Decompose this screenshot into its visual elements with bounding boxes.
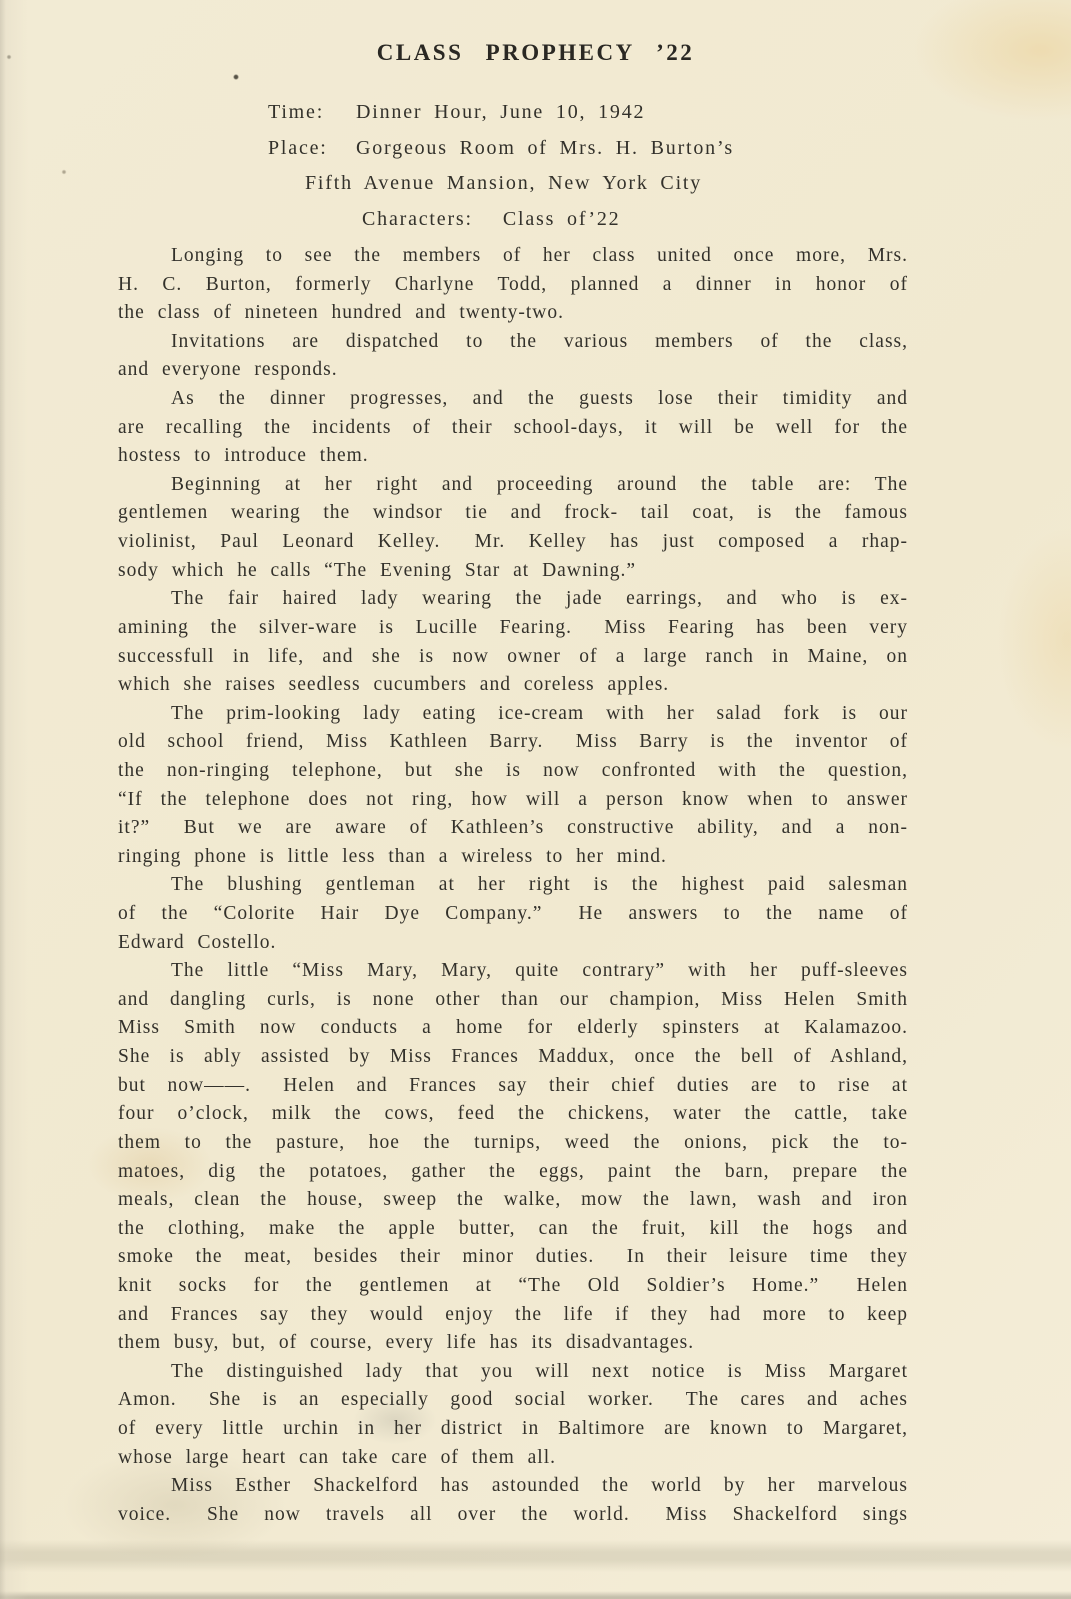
text-line: old school friend, Miss Kathleen Barry. Miss Barry is the inventor of xyxy=(118,731,908,753)
meta-row xyxy=(0,95,1071,131)
text-line: gentlemen wearing the windsor tie and frock- tail coat, is the famous xyxy=(118,502,908,524)
text-line: and Frances say they would enjoy the life if they had more to keep xyxy=(118,1303,908,1325)
text-line: meals, clean the house, sweep the walke, mow the lawn, wash and iron xyxy=(118,1189,908,1211)
text-line: The fair haired lady wearing the jade earrings, and who is ex- xyxy=(171,588,908,610)
text-line: The distinguished lady that you will next notice is Miss Margaret xyxy=(171,1360,908,1382)
text-line: Miss Esther Shackelford has astounded the world by her marvelous xyxy=(171,1475,908,1497)
text-line: are recalling the incidents of their school-days, it will be well for the xyxy=(118,416,908,438)
text-line: the non-ringing telephone, but she is now confronted with the question, xyxy=(118,759,908,781)
text-line: them to the pasture, hoe the turnips, weed the onions, pick the to- xyxy=(118,1131,908,1153)
text-line: As the dinner progresses, and the guests lose their timidity and xyxy=(171,388,908,410)
body-text xyxy=(118,242,908,1529)
meta-label: Characters: xyxy=(362,208,473,231)
text-line: smoke the meat, besides their minor duties. In their leisure time they xyxy=(118,1246,908,1268)
text-line: sody which he calls “The Evening Star at Dawning.” xyxy=(118,559,637,581)
text-line: the clothing, make the apple butter, can the fruit, kill the hogs and xyxy=(118,1217,908,1239)
text-line: She is ably assisted by Miss Frances Maddux, once the bell of Ashland, xyxy=(118,1046,908,1068)
text-line: whose large heart can take care of them all. xyxy=(118,1446,557,1468)
text-line: and dangling curls, is none other than our champion, Miss Helen Smith xyxy=(118,988,908,1010)
text-line: voice. She now travels all over the world. Miss Shackelford sings xyxy=(118,1503,908,1525)
meta-value: Fifth Avenue Mansion, New York City xyxy=(305,172,703,195)
text-line: the class of nineteen hundred and twenty-two. xyxy=(118,302,565,324)
text-line: The blushing gentleman at her right is the highest paid salesman xyxy=(171,874,908,896)
text-line: of every little urchin in her district in Baltimore are known to Margaret, xyxy=(118,1417,908,1439)
text-line: matoes, dig the potatoes, gather the eggs, paint the barn, prepare the xyxy=(118,1160,908,1182)
meta-block xyxy=(0,95,1071,238)
text-line: them busy, but, of course, every life has its disadvantages. xyxy=(118,1332,695,1354)
text-line: The little “Miss Mary, Mary, quite contrary” with her puff-sleeves xyxy=(171,960,908,982)
text-line: H. C. Burton, formerly Charlyne Todd, planned a dinner in honor of xyxy=(118,273,908,295)
text-line: The prim-looking lady eating ice-cream with her salad fork is our xyxy=(171,702,908,724)
page-title: CLASS PROPHECY ’22 xyxy=(376,40,695,65)
text-line: Amon. She is an especially good social worker. The cares and aches xyxy=(118,1389,908,1411)
text-line: Beginning at her right and proceeding around the table are: The xyxy=(171,473,908,495)
meta-value: Class of’22 xyxy=(502,208,621,231)
text-line: Longing to see the members of her class united once more, Mrs. xyxy=(171,245,908,266)
meta-row xyxy=(0,202,1071,238)
text-line: which she raises seedless cucumbers and coreless apples. xyxy=(118,674,670,696)
meta-row xyxy=(0,131,1071,167)
text-line: of the “Colorite Hair Dye Company.” He answers to the name of xyxy=(118,903,908,925)
text-line: Invitations are dispatched to the various members of the class, xyxy=(171,330,908,352)
meta-value: Gorgeous Room of Mrs. H. Burton’s xyxy=(356,136,734,159)
text-line: hostess to introduce them. xyxy=(118,445,369,467)
meta-label: Time: xyxy=(268,101,325,123)
text-line: knit socks for the gentlemen at “The Old Soldier’s Home.” Helen xyxy=(118,1274,908,1296)
text-line: and everyone responds. xyxy=(118,359,338,381)
text-line: Edward Costello. xyxy=(118,931,277,953)
text-line: four o’clock, milk the cows, feed the chickens, water the cattle, take xyxy=(118,1103,908,1125)
text-line: amining the silver-ware is Lucille Fearing. Miss Fearing has been very xyxy=(118,616,908,638)
text-line: successfull in life, and she is now owner of a large ranch in Maine, on xyxy=(118,645,908,667)
text-line: “If the telephone does not ring, how will a person know when to answer xyxy=(118,788,908,810)
text-line: but now——. Helen and Frances say their chief duties are to rise at xyxy=(118,1074,908,1096)
meta-row xyxy=(0,166,1071,202)
meta-label: Place: xyxy=(268,136,328,159)
text-line: Miss Smith now conducts a home for elderly spinsters at Kalamazoo. xyxy=(118,1017,908,1039)
text-line: it?” But we are aware of Kathleen’s constructive ability, and a non- xyxy=(118,817,908,839)
meta-value: Dinner Hour, June 10, 1942 xyxy=(356,101,646,123)
text-line: violinist, Paul Leonard Kelley. Mr. Kelley has just composed a rhap- xyxy=(118,531,908,553)
text-line: ringing phone is little less than a wireless to her mind. xyxy=(118,845,667,867)
